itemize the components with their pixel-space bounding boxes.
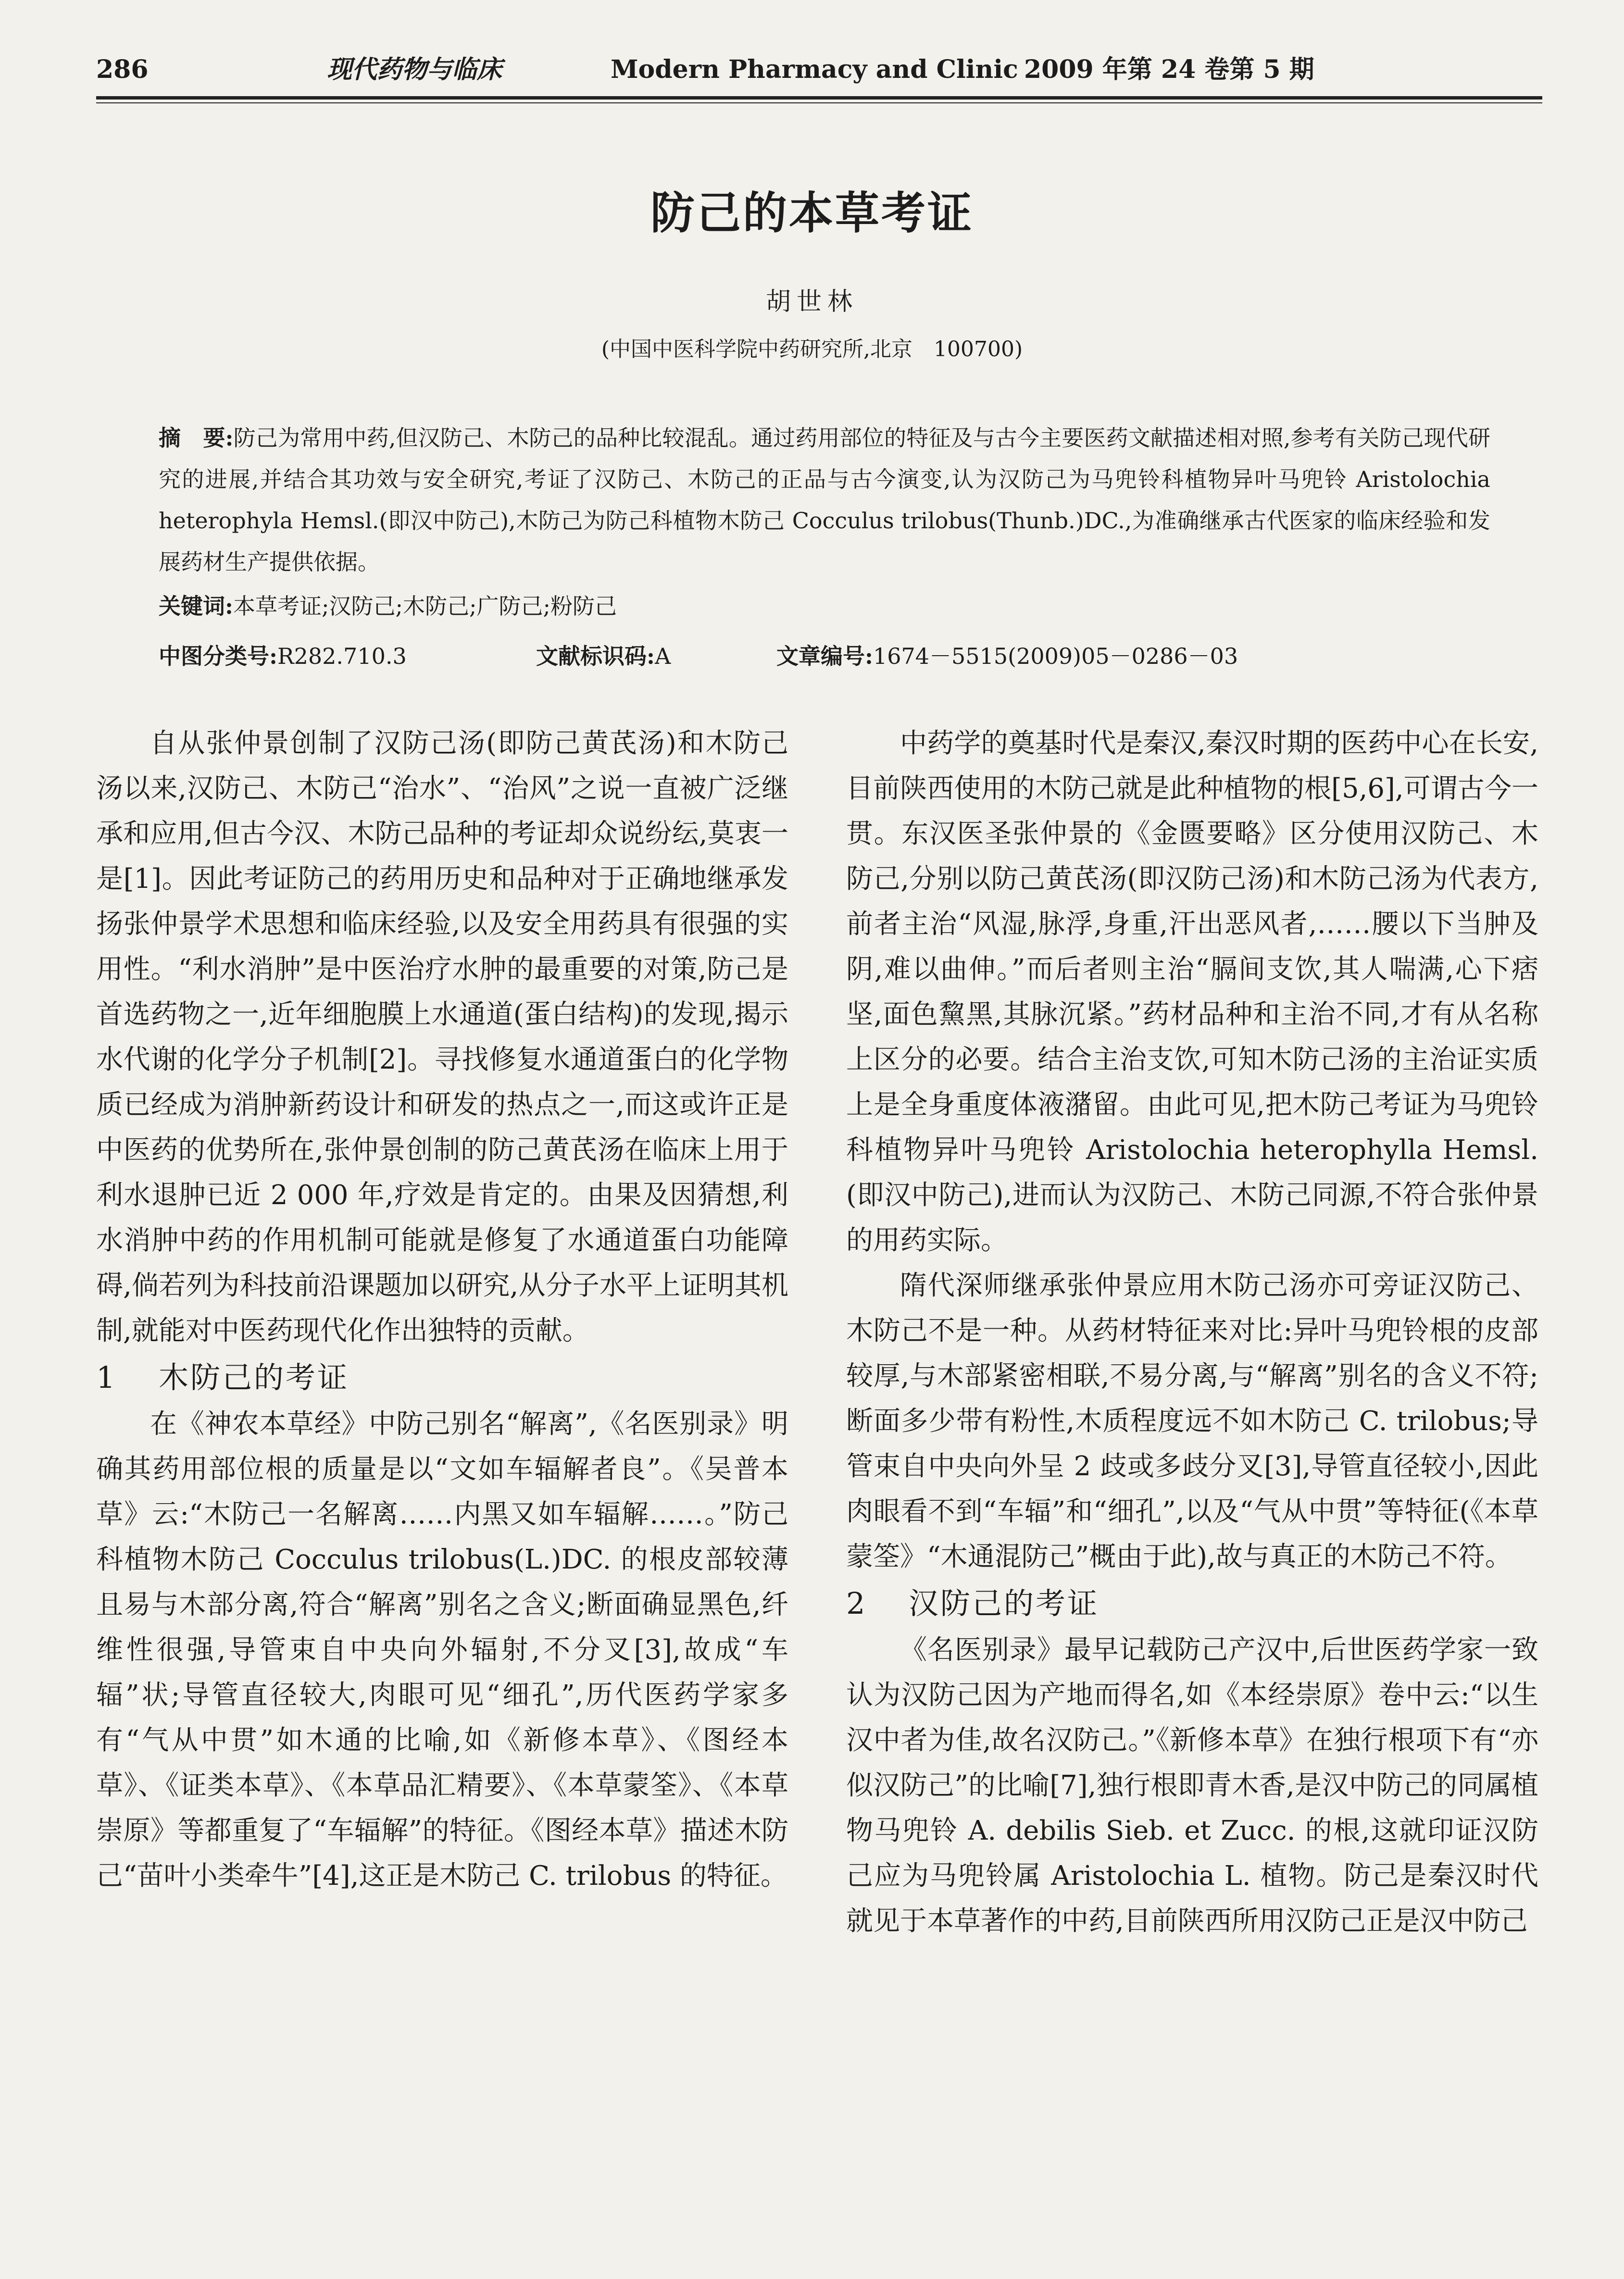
section-1-heading xyxy=(96,1354,788,1402)
doc-label: 文献标识码: xyxy=(536,643,655,669)
article-number xyxy=(776,635,1238,677)
section-1-number: 1 xyxy=(96,1360,115,1395)
left-column xyxy=(96,721,788,1899)
right-column xyxy=(846,721,1538,1944)
right-paragraph-1: 中药学的奠基时代是秦汉,秦汉时期的医药中心在长安,目前陕西使用的木防己就是此种植物的根[5,6],可谓古今一贯。东汉医圣张仲景的《金匮要略》区分使用汉防己、木防己,分别以防己黄芪汤(即汉防己汤)和木防己汤为代表方,前者主治“风湿,脉浮,身重,汗出恶风者,……腰以下当肿及阴,难以曲伸。”而后者则主治“膈间支饮,其人喘满,心下痞坚,面色黧黑,其脉沉紧。”药材品种和主治不同,才有从名称上区分的必要。结合主治支饮,可知木防己汤的主治证实质上是全身重度体液潴留。由此可见,把木防己考证为马兜铃科植物异叶马兜铃 Aristolochia heterophylla Hemsl.(即汉中防己),进而认为汉防己、木防己同源,不符合张仲景的用药实际。 xyxy=(846,728,1538,1256)
article-label: 文章编号: xyxy=(776,643,873,669)
keywords xyxy=(159,585,1490,627)
journal-name-cn: 现代药物与临床 xyxy=(327,55,502,84)
affiliation: (中国中医科学院中药研究所,北京 100700) xyxy=(601,337,1023,361)
abstract-text: 防己为常用中药,但汉防己、木防己的品种比较混乱。通过药用部位的特征及与古今主要医药文献描述相对照,参考有关防己现代研究的进展,并结合其功效与安全研究,考证了汉防己、木防己的正品与古今演变,认为汉防己为马兜铃科植物异叶马兜铃 Aristolochia heterophyla Hemsl.(即汉中防己),木防己为防己科植物木防己 Cocculus trilobus(Thunb.)DC.,为准确继承古代医家的临床经验和发展药材生产提供依据。 xyxy=(159,425,1490,575)
keywords-text: 本草考证;汉防己;木防己;广防己;粉防己 xyxy=(233,593,617,619)
section-2-title: 汉防己的考证 xyxy=(909,1586,1099,1621)
header-rule-thin xyxy=(96,102,1542,103)
clc-number xyxy=(159,635,407,677)
section-1-paragraph: 在《神农本草经》中防己别名“解离”,《名医别录》明确其药用部位根的质量是以“文如车辐解者良”。《吴普本草》云:“木防己一名解离……内黑又如车辐解……。”防己科植物木防己 Cocculus trilobus(L.)DC. 的根皮部较薄且易与木部分离,符合“解离”别名之含义;断面确显黑色,纤维性很强,导管束自中央向外辐射,不分叉[3],故成“车辐”状;导管直径较大,肉眼可见“细孔”,历代医药学家多有“气从中贯”如木通的比喻,如《新修本草》、《图经本草》、《证类本草》、《本草品汇精要》、《本草蒙筌》、《本草崇原》等都重复了“车辐解”的特征。《图经本草》描述木防己“苗叶小类牵牛”[4],这正是木防己 C. trilobus 的特征。 xyxy=(96,1408,788,1892)
author-name: 胡世林 xyxy=(765,287,858,316)
clc-value: R282.710.3 xyxy=(277,643,407,669)
abstract xyxy=(159,417,1490,583)
section-2-heading xyxy=(846,1580,1538,1628)
doc-value: A xyxy=(654,643,671,669)
article-value: 1674－5515(2009)05－0286－03 xyxy=(873,643,1238,669)
clc-label: 中图分类号: xyxy=(159,643,277,669)
volume-issue: 2009 年第 24 卷第 5 期 xyxy=(1024,55,1314,84)
abstract-label: 摘 要: xyxy=(159,425,234,451)
classification-row xyxy=(159,635,1490,677)
section-1-title: 木防己的考证 xyxy=(159,1360,350,1395)
article-title: 防己的本草考证 xyxy=(650,187,974,239)
document-code xyxy=(536,635,671,677)
page-number: 286 xyxy=(96,55,149,84)
running-header xyxy=(96,48,1542,91)
section-2-number: 2 xyxy=(846,1586,865,1621)
keywords-label: 关键词: xyxy=(159,593,233,619)
intro-paragraph: 自从张仲景创制了汉防己汤(即防己黄芪汤)和木防己汤以来,汉防己、木防己“治水”、“治风”之说一直被广泛继承和应用,但古今汉、木防己品种的考证却众说纷纭,莫衷一是[1]。因此考证防己的药用历史和品种对于正确地继承发扬张仲景学术思想和临床经验,以及安全用药具有很强的实用性。“利水消肿”是中医治疗水肿的最重要的对策,防己是首选药物之一,近年细胞膜上水通道(蛋白结构)的发现,揭示水代谢的化学分子机制[2]。寻找修复水通道蛋白的化学物质已经成为消肿新药设计和研发的热点之一,而这或许正是中医药的优势所在,张仲景创制的防己黄芪汤在临床上用于利水退肿已近 2 000 年,疗效是肯定的。由果及因猜想,利水消肿中药的作用机制可能就是修复了水通道蛋白功能障碍,倘若列为科技前沿课题加以研究,从分子水平上证明其机制,就能对中医药现代化作出独特的贡献。 xyxy=(96,728,788,1346)
header-rule-thick xyxy=(96,96,1542,100)
right-paragraph-2: 隋代深师继承张仲景应用木防己汤亦可旁证汉防己、木防己不是一种。从药材特征来对比:异叶马兜铃根的皮部较厚,与木部紧密相联,不易分离,与“解离”别名的含义不符;断面多少带有粉性,木质程度远不如木防己 C. trilobus;导管束自中央向外呈 2 歧或多歧分叉[3],导管直径较小,因此肉眼看不到“车辐”和“细孔”,以及“气从中贯”等特征(《本草蒙筌》“木通混防己”概由于此),故与真正的木防己不符。 xyxy=(846,1270,1538,1572)
journal-name-en: Modern Pharmacy and Clinic xyxy=(611,55,1018,84)
section-2-paragraph: 《名医别录》最早记载防己产汉中,后世医药学家一致认为汉防己因为产地而得名,如《本经崇原》卷中云:“以生汉中者为佳,故名汉防己。”《新修本草》在独行根项下有“亦似汉防己”的比喻[7],独行根即青木香,是汉中防己的同属植物马兜铃 A. debilis Sieb. et Zucc. 的根,这就印证汉防己应为马兜铃属 Aristolochia L. 植物。防己是秦汉时代就见于本草著作的中药,目前陕西所用汉防己正是汉中防己 xyxy=(846,1634,1538,1937)
